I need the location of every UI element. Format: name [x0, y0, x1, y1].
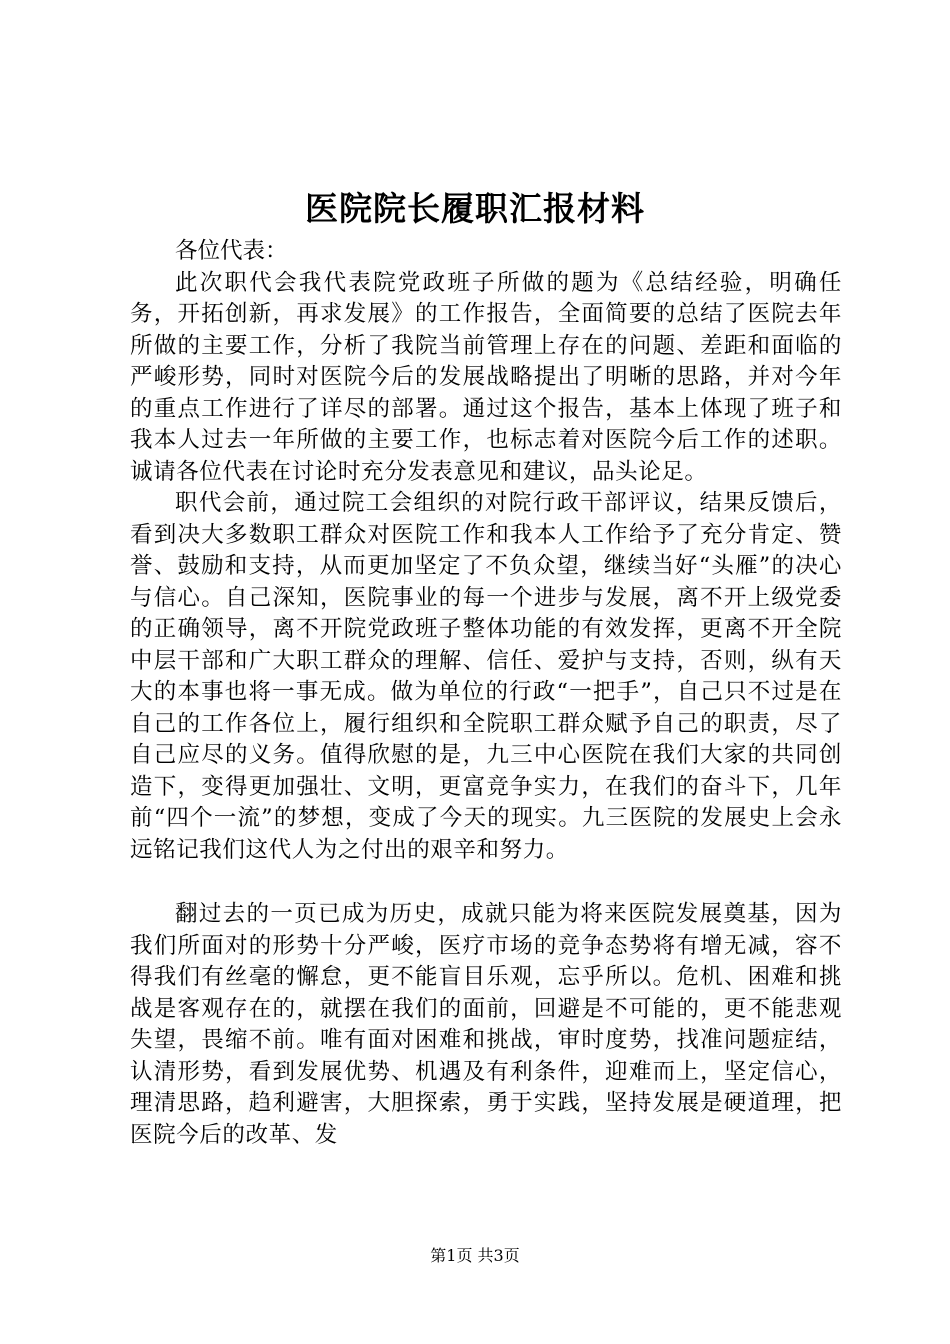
- paragraph-2: 职代会前，通过院工会组织的对院行政干部评议，结果反馈后，看到决大多数职工群众对医院工作和我本人工作给予了充分肯定、赞誉、鼓励和支持，从而更加坚定了不负众望，继续当好“头雁”的决心与信心。自己深知，医院事业的每一个进步与发展，离不开上级党委的正确领导，离不开院党政班子整体功能的有效发挥，更离不开全院中层干部和广大职工群众的理解、信任、爱护与支持，否则，纵有天大的本事也将一事无成。做为单位的行政“一把手”，自己只不过是在自己的工作各位上，履行组织和全院职工群众赋予自己的职责，尽了自己应尽的义务。值得欣慰的是，九三中心医院在我们大家的共同创造下，变得更加强壮、文明，更富竞争实力，在我们的奋斗下，几年前“四个一流”的梦想，变成了今天的现实。九三医院的发展史上会永远铭记我们这代人为之付出的艰辛和努力。: [130, 490, 842, 863]
- paragraph-spacer: [130, 866, 842, 899]
- paragraph-1: 此次职代会我代表院党政班子所做的题为《总结经验，明确任务，开拓创新，再求发展》的工作报告，全面简要的总结了医院去年所做的主要工作，分析了我院当前管理上存在的问题、差距和面临的严峻形势，同时对医院今后的发展战略提出了明晰的思路，并对今年的重点工作进行了详尽的部署。通过这个报告，基本上体现了班子和我本人过去一年所做的主要工作，也标志着对医院今后工作的述职。诚请各位代表在讨论时充分发表意见和建议，品头论足。: [130, 269, 842, 485]
- document-title: 医院院长履职汇报材料: [305, 189, 645, 228]
- paragraph-3: 翻过去的一页已成为历史，成就只能为将来医院发展奠基，因为我们所面对的形势十分严峻，医疗市场的竞争态势将有增无减，容不得我们有丝毫的懈怠，更不能盲目乐观，忘乎所以。危机、困难和挑战是客观存在的，就摆在我们的面前，回避是不可能的，更不能悲观失望，畏缩不前。唯有面对困难和挑战，审时度势，找准问题症结，认清形势，看到发展优势、机遇及有利条件，迎难而上，坚定信心，理清思路，趋利避害，大胆探索，勇于实践，坚持发展是硬道理，把医院今后的改革、发: [130, 901, 842, 1148]
- salutation: 各位代表：: [175, 238, 288, 264]
- document-body: [130, 236, 842, 1151]
- page-number-footer: 第1页 共3页: [430, 1246, 520, 1265]
